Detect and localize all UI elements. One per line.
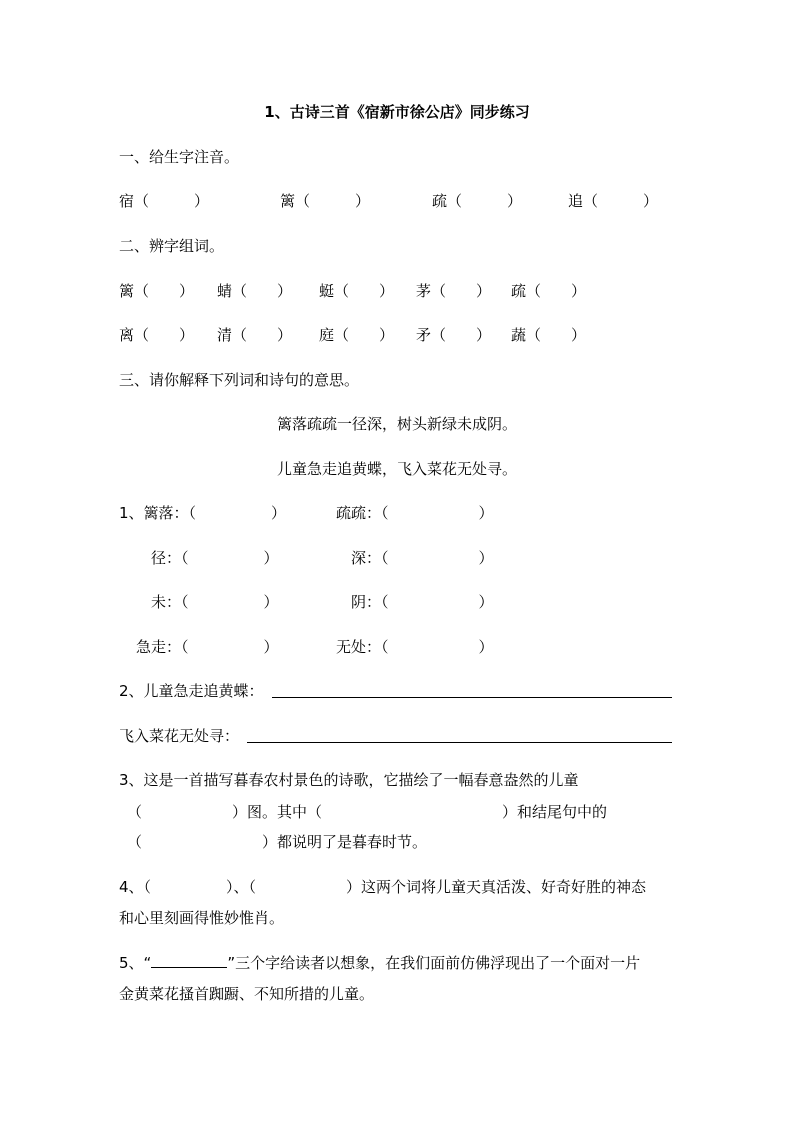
q5-line-1: [119, 953, 640, 973]
pinyin-item-3[interactable]: 疏（ ）: [432, 192, 523, 210]
q5-suffix: ”三个字给读者以想象，在我们面前仿佛浮现出了一个面对一片: [227, 954, 641, 972]
q2-line-1: 2、儿童急走追黄蝶：: [119, 682, 264, 700]
word-item-r1-5[interactable]: 疏（ ）: [511, 282, 587, 300]
q3-line-1: 3、这是一首描写暮春农村景色的诗歌，它描绘了一幅春意盎然的儿童: [119, 771, 579, 789]
q1-row4-right[interactable]: 无处：（ ）: [336, 638, 494, 656]
q1-row2-left[interactable]: 径：（ ）: [151, 549, 279, 567]
q2-answer-line-1[interactable]: [272, 697, 672, 698]
q1-row3-left[interactable]: 未：（ ）: [151, 593, 279, 611]
q4-line-1[interactable]: 4、（ ）、（ ）这两个词将儿童天真活泼、好奇好胜的神态: [119, 878, 647, 896]
pinyin-item-2[interactable]: 篱（ ）: [280, 192, 371, 210]
q2-line-2: 飞入菜花无处寻：: [119, 727, 240, 745]
poem-line-2: 儿童急走追黄蝶，飞入菜花无处寻。: [276, 460, 517, 478]
q1-row1-right[interactable]: 疏疏：（ ）: [336, 504, 494, 522]
q1-row4-left[interactable]: 急走：（ ）: [136, 638, 279, 656]
q5-line-2: 金黄菜花搔首踟蹰、不知所措的儿童。: [119, 985, 375, 1003]
word-item-r1-4[interactable]: 茅（ ）: [416, 282, 492, 300]
page-title: 1、古诗三首《宿新市徐公店》同步练习: [264, 103, 530, 121]
q1-row2-right[interactable]: 深：（ ）: [351, 549, 494, 567]
poem-line-1: 篱落疏疏一径深，树头新绿未成阴。: [276, 415, 517, 433]
q1-row1-left[interactable]: 1、篱落：（ ）: [119, 504, 287, 522]
section1-heading: 一、给生字注音。: [119, 148, 240, 166]
word-item-r1-2[interactable]: 蜻（ ）: [217, 282, 293, 300]
q3-line-2[interactable]: （ ）图。其中（ ）和结尾句中的: [127, 803, 608, 821]
pinyin-item-4[interactable]: 追（ ）: [568, 192, 659, 210]
word-item-r2-3[interactable]: 庭（ ）: [319, 326, 395, 344]
word-item-r2-2[interactable]: 清（ ）: [217, 326, 293, 344]
word-item-r2-5[interactable]: 蔬（ ）: [511, 326, 587, 344]
q1-row3-right[interactable]: 阴：（ ）: [351, 593, 494, 611]
word-item-r1-1[interactable]: 篱（ ）: [119, 282, 195, 300]
q3-line-3[interactable]: （ ）都说明了是暮春时节。: [127, 833, 428, 851]
word-item-r2-4[interactable]: 矛（ ）: [416, 326, 492, 344]
section2-heading: 二、辨字组词。: [119, 237, 225, 255]
word-item-r2-1[interactable]: 离（ ）: [119, 326, 195, 344]
q2-answer-line-2[interactable]: [247, 742, 672, 743]
word-item-r1-3[interactable]: 蜓（ ）: [319, 282, 395, 300]
section3-heading: 三、请你解释下列词和诗句的意思。: [119, 371, 360, 389]
q4-line-2: 和心里刻画得惟妙惟肖。: [119, 909, 285, 927]
q5-prefix: 5、“: [119, 954, 152, 972]
pinyin-item-1[interactable]: 宿（ ）: [119, 192, 210, 210]
q5-answer-blank[interactable]: [151, 953, 227, 968]
